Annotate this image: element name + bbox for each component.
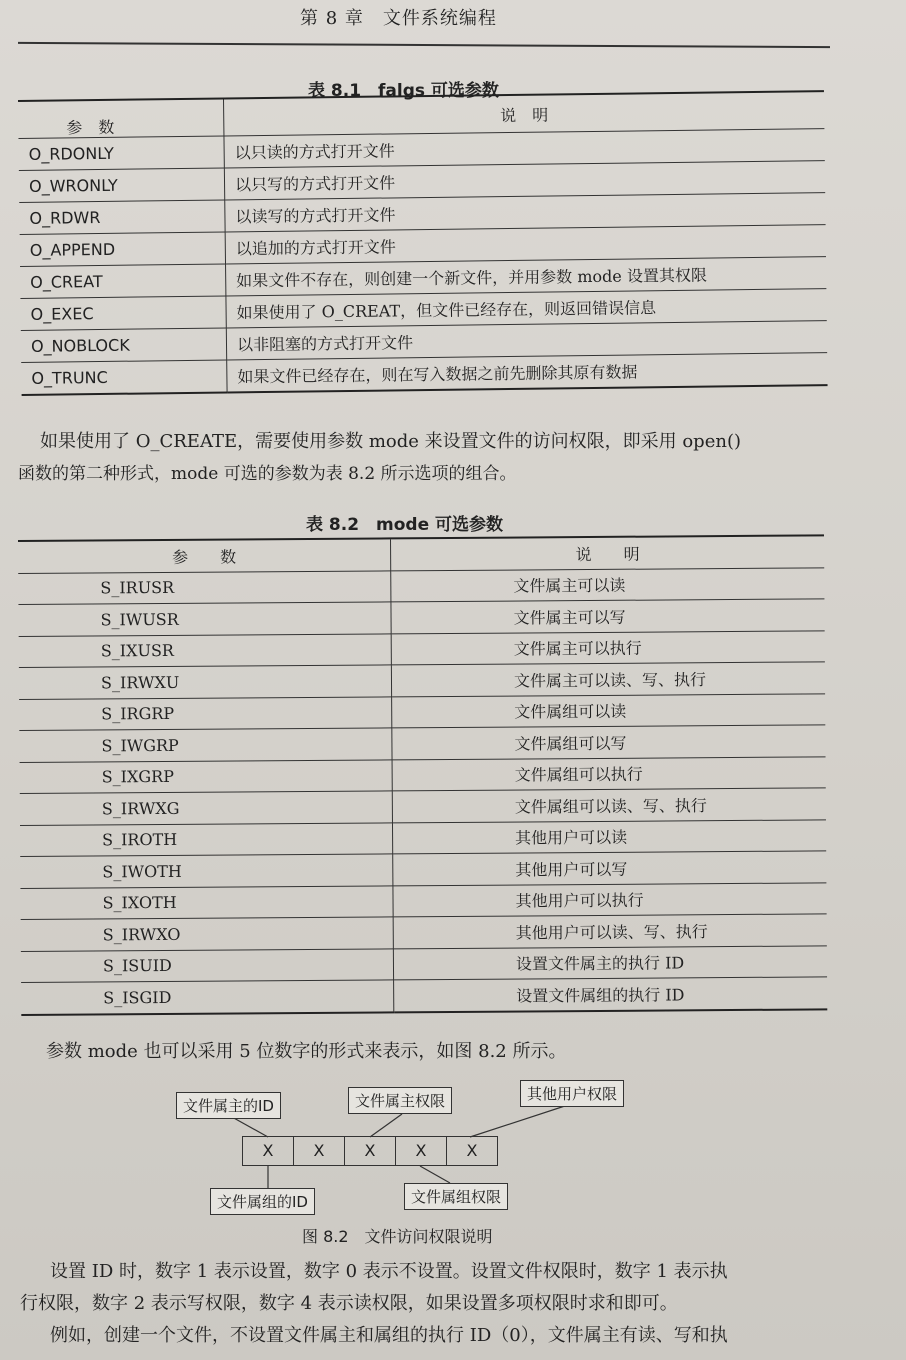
description-cell: 以只读的方式打开文件 bbox=[224, 129, 825, 168]
description-cell: 设置文件属组的执行 ID bbox=[394, 977, 828, 1012]
param-cell: S_IXUSR bbox=[19, 633, 392, 667]
description-cell: 其他用户可以读 bbox=[392, 819, 826, 854]
digit-cell: X bbox=[293, 1136, 345, 1166]
param-cell: S_IWGRP bbox=[19, 728, 392, 762]
description-cell: 文件属主可以写 bbox=[391, 599, 825, 634]
param-cell: O_CREAT bbox=[20, 264, 226, 299]
description-cell: 文件属主可以执行 bbox=[391, 630, 825, 665]
description-cell: 其他用户可以写 bbox=[393, 851, 827, 886]
param-cell: O_RDWR bbox=[19, 200, 225, 235]
description-cell: 其他用户可以执行 bbox=[393, 882, 827, 917]
description-cell: 以追加的方式打开文件 bbox=[225, 225, 826, 264]
param-cell: O_RDONLY bbox=[18, 136, 224, 171]
param-cell: O_NOBLOCK bbox=[21, 328, 227, 363]
permission-digits bbox=[243, 1136, 498, 1166]
digit-cell: X bbox=[344, 1136, 396, 1166]
param-cell: O_WRONLY bbox=[19, 168, 225, 203]
description-cell: 其他用户可以读、写、执行 bbox=[393, 914, 827, 949]
paragraph-line: 例如，创建一个文件，不设置文件属主和属组的执行 ID（0），文件属主有读、写和执 bbox=[50, 1325, 728, 1346]
description-cell: 文件属组可以执行 bbox=[392, 756, 826, 791]
param-header: 参 数 bbox=[18, 538, 391, 573]
digit-cell: X bbox=[242, 1136, 294, 1166]
description-cell: 文件属组可以读、写、执行 bbox=[392, 788, 826, 823]
description-cell: 设置文件属主的执行 ID bbox=[393, 945, 827, 980]
param-cell: S_IXOTH bbox=[20, 885, 393, 919]
param-cell: S_ISGID bbox=[21, 980, 394, 1015]
description-cell: 如果文件不存在，则创建一个新文件，并用参数 mode 设置其权限 bbox=[226, 257, 827, 296]
owner-perm-label: 文件属主权限 bbox=[348, 1087, 452, 1114]
description-cell: 文件属组可以读 bbox=[392, 693, 826, 728]
description-cell: 文件属主可以读、写、执行 bbox=[391, 662, 825, 697]
group-perm-label: 文件属组权限 bbox=[404, 1183, 508, 1210]
table1-caption: 表 8.1 falgs 可选参数 bbox=[308, 81, 499, 101]
description-cell: 文件属主可以读 bbox=[391, 567, 825, 602]
table2-caption: 表 8.2 mode 可选参数 bbox=[306, 515, 504, 535]
figure-caption: 图 8.2 文件访问权限说明 bbox=[302, 1227, 493, 1246]
paragraph-line: 如果使用了 O_CREATE，需要使用参数 mode 来设置文件的访问权限，即采用 open() bbox=[40, 431, 741, 452]
param-cell: S_IRGRP bbox=[19, 696, 392, 730]
desc-header: 说 明 bbox=[223, 91, 824, 136]
param-cell: S_IWOTH bbox=[20, 854, 393, 888]
desc-header: 说 明 bbox=[390, 535, 824, 570]
description-cell: 以非阻塞的方式打开文件 bbox=[226, 321, 827, 360]
paragraph-line: 行权限，数字 2 表示写权限，数字 4 表示读权限，如果设置多项权限时求和即可。 bbox=[20, 1293, 678, 1314]
description-cell: 文件属组可以写 bbox=[392, 725, 826, 760]
param-header-label: 参 数 bbox=[66, 117, 115, 138]
page-header: 第 8 章 文件系统编程 bbox=[300, 8, 497, 29]
param-cell: S_IXGRP bbox=[20, 759, 393, 793]
group-id-label: 文件属组的ID bbox=[210, 1188, 315, 1215]
paragraph-line: 设置 ID 时，数字 1 表示设置，数字 0 表示不设置。设置文件权限时，数字 1 表示执 bbox=[50, 1261, 728, 1282]
param-cell: S_IRWXO bbox=[21, 917, 394, 951]
paragraph-line: 函数的第二种形式，mode 可选的参数为表 8.2 所示选项的组合。 bbox=[18, 464, 517, 484]
param-cell: S_IRWXU bbox=[19, 665, 392, 699]
owner-id-label: 文件属主的ID bbox=[176, 1092, 281, 1119]
param-cell: S_IRUSR bbox=[18, 570, 391, 604]
description-cell: 以只写的方式打开文件 bbox=[224, 161, 825, 200]
other-perm-label: 其他用户权限 bbox=[520, 1080, 624, 1107]
param-cell: O_TRUNC bbox=[21, 360, 227, 395]
digit-cell: X bbox=[446, 1136, 498, 1166]
paragraph-line: 参数 mode 也可以采用 5 位数字的形式来表示，如图 8.2 所示。 bbox=[46, 1041, 567, 1062]
param-cell: S_IWUSR bbox=[18, 602, 391, 636]
param-cell: S_IRWXG bbox=[20, 791, 393, 825]
param-cell: S_IROTH bbox=[20, 822, 393, 856]
digit-cell: X bbox=[395, 1136, 447, 1166]
param-cell: O_APPEND bbox=[20, 232, 226, 267]
description-cell: 如果使用了 O_CREAT，但文件已经存在，则返回错误信息 bbox=[226, 289, 827, 328]
description-cell: 如果文件已经存在，则在写入数据之前先删除其原有数据 bbox=[227, 353, 828, 393]
param-cell: S_ISUID bbox=[21, 948, 394, 982]
description-cell: 以读写的方式打开文件 bbox=[225, 193, 826, 232]
param-cell: O_EXEC bbox=[20, 296, 226, 331]
